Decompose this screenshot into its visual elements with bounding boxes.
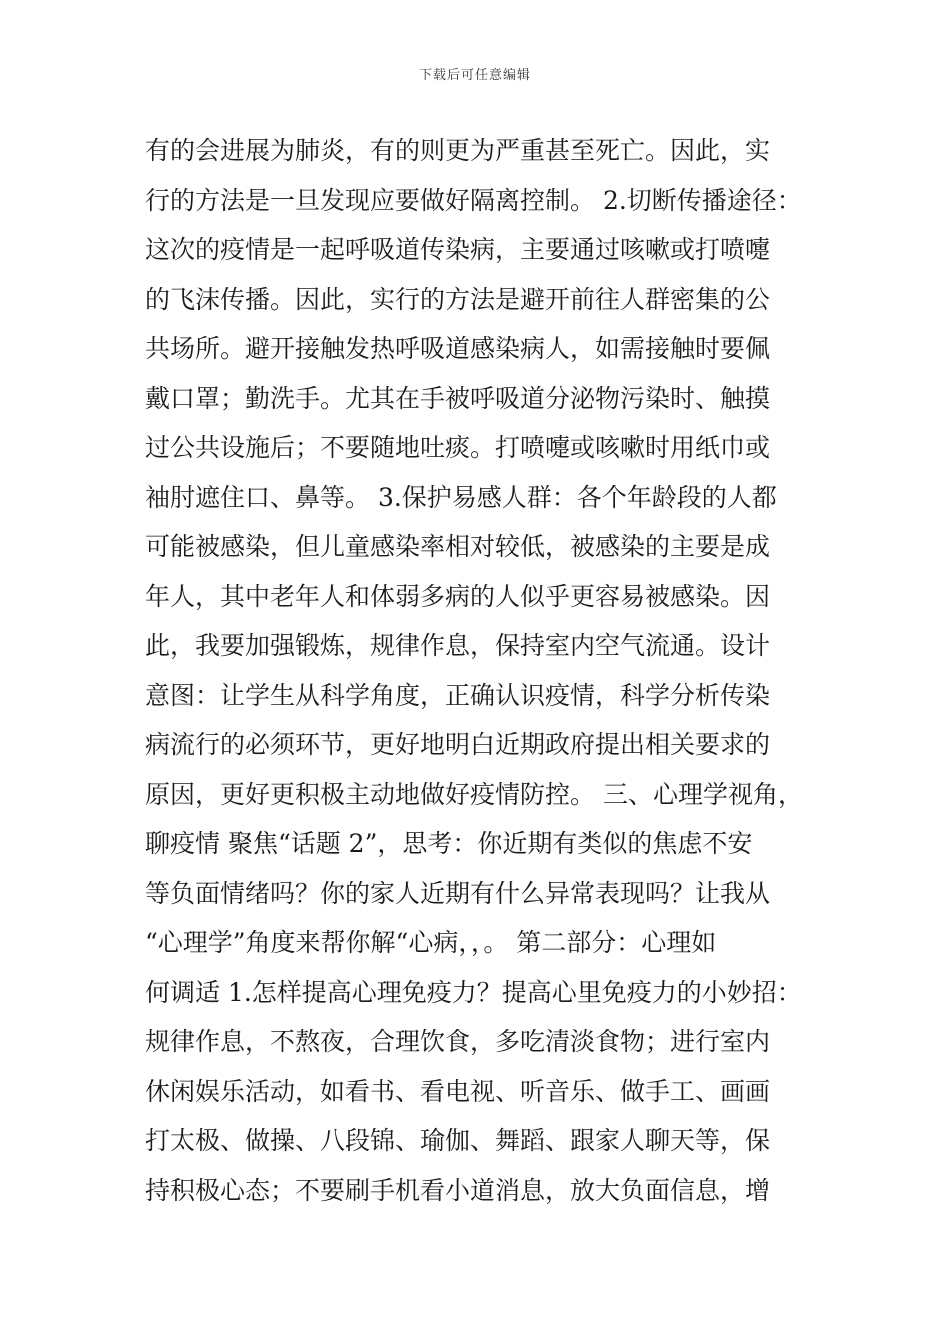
text-line: 打太极、做操、八段锦、瑜伽、舞蹈、跟家人聊天等，保 bbox=[145, 1126, 771, 1155]
text-line: 袖肘遮住口、鼻等。 3.保护易感人群：各个年龄段的人都 bbox=[145, 482, 777, 512]
text-line: 病流行的必须环节，更好地明白近期政府提出相关要求的 bbox=[145, 730, 771, 759]
text-line: 持积极心态；不要刷手机看小道消息，放大负面信息，增 bbox=[145, 1175, 771, 1205]
text-line: 这次的疫情是一起呼吸道传染病，主要通过咳嗽或打喷嚏 bbox=[145, 235, 771, 264]
text-line: 等负面情绪吗？你的家人近期有什么异常表现吗？让我从 bbox=[145, 878, 771, 908]
text-line: “心理学”角度来帮你解“心病，，。 第二部分：心理如 bbox=[145, 928, 717, 957]
text-line: 此，我要加强锻炼，规律作息，保持室内空气流通。设计 bbox=[145, 631, 771, 660]
text-line: 戴口罩；勤洗手。尤其在手被呼吸道分泌物污染时、触摸 bbox=[145, 383, 771, 413]
text-line: 意图：让学生从科学角度，正确认识疫情，科学分析传染 bbox=[145, 680, 771, 710]
text-line: 何调适 1.怎样提高心理免疫力？提高心里免疫力的小妙招： bbox=[145, 977, 802, 1007]
text-line: 聊疫情 聚焦“话题 2”，思考：你近期有类似的焦虑不安 bbox=[145, 829, 753, 858]
page-header: 下载后可任意编辑 bbox=[418, 68, 531, 83]
text-line: 行的方法是一旦发现应要做好隔离控制。 2.切断传播途径： bbox=[145, 185, 802, 215]
document-body bbox=[145, 126, 817, 1215]
text-line: 共场所。避开接触发热呼吸道感染病人，如需接触时要佩 bbox=[145, 334, 771, 363]
text-line: 原因，更好更积极主动地做好疫情防控。 三、心理学视角， bbox=[145, 779, 803, 809]
text-line: 过公共设施后；不要随地吐痰。打喷嚏或咳嗽时用纸巾或 bbox=[145, 433, 771, 462]
text-line: 有的会进展为肺炎，有的则更为严重甚至死亡。因此，实 bbox=[145, 136, 771, 165]
text-line: 规律作息，不熬夜，合理饮食，多吃清淡食物；进行室内 bbox=[145, 1027, 771, 1056]
text-line: 休闲娱乐活动，如看书、看电视、听音乐、做手工、画画 bbox=[145, 1076, 771, 1106]
text-line: 的飞沫传播。因此，实行的方法是避开前往人群密集的公 bbox=[145, 284, 771, 314]
text-line: 年人，其中老年人和体弱多病的人似乎更容易被感染。因 bbox=[145, 581, 771, 611]
text-line: 可能被感染，但儿童感染率相对较低，被感染的主要是成 bbox=[145, 532, 771, 561]
